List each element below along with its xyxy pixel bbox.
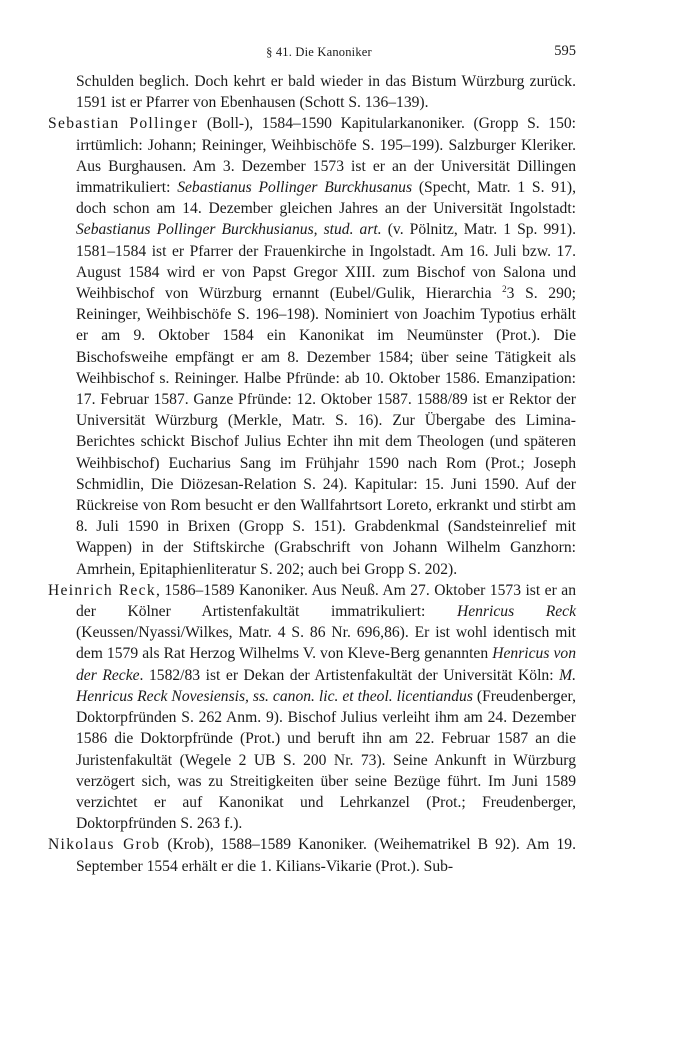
page-number: 595	[554, 43, 576, 59]
italic-quote: Henricus von der Recke	[76, 645, 576, 684]
entry-text: 3 S. 290; Reininger, Weihbischöfe S. 196–198). Nominiert von Joachim Typotius erhält er am 9. Oktober 1584 ein Kanonikat im Neumünster (Prot.). Die Bischofsweihe empfängt er am 8. Dezember 1584; über seine Tätigkeit als Weihbischof s. Reininger. Halbe Pfründe: ab 10. Oktober 1586. Emanzipation: 17. Februar 1587. Ganze Pfründe: 12. Oktober 1587. 1588/89 ist er Rektor der Universität Würzburg (Merkle, Matr. S. 16). Zur Übergabe des Limina-Berichtes schickt Bischof Julius Echter ihn mit dem Theologen (und späteren Weihbischof) Eucharius Sang im Frühjahr 1590 nach Rom (Prot.; Joseph Schmidlin, Die Diözesan-Relation S. 24). Kapitular: 15. Juni 1590. Auf der Rückreise von Rom besucht er den Wallfahrtsort Loreto, erkrankt und stirbt am 8. Juli 1590 in Brixen (Gropp S. 151). Grabdenkmal (Sandsteinrelief mit Wappen) in der Stiftskirche (Grabschrift von Johann Wilhelm Ganzhorn: Amrhein, Epitaphienliteratur S. 202; auch bei Gropp S. 202).	[76, 285, 576, 578]
italic-quote: Sebastianus Pollinger Burckhusianus, stud. art.	[76, 221, 382, 239]
entry-text: . 1582/83 ist er Dekan der Artistenfakultät der Universität Köln:	[139, 666, 560, 684]
entry-text: (v. Pölnitz, Matr. 1 Sp. 991). 1581–1584 ist er Pfarrer der Frauenkirche in Ingolstadt. Am 16. Juli bzw. 17. August 1584 wird er von Papst Gregor XIII. zum Bischof von Salona und Weihbischof von Würzburg ernannt (Eubel/Gulik, Hierarchia	[76, 221, 576, 303]
entry-paragraph	[48, 834, 576, 876]
continuation-paragraph	[48, 71, 576, 113]
edition-superscript: 2	[502, 283, 507, 294]
entry-text: (Keussen/Nyassi/Wilkes, Matr. 4 S. 86 Nr. 696,86). Er ist wohl identisch mit dem 1579 als Rat Herzog Wilhelms V. von Kleve-Berg genannten	[76, 624, 576, 663]
italic-quote: M. Henricus Reck Novesiensis, ss. canon. lic. et theol. licentiandus	[76, 666, 576, 705]
entry-text: , 1586–1589 Kanoniker. Aus Neuß. Am 27. Oktober 1573 ist er an der Kölner Artistenfakultät immatrikuliert:	[76, 581, 576, 621]
running-title: § 41. Die Kanoniker	[266, 45, 372, 59]
entry-text: (Boll-), 1584–1590 Kapitularkanoniker. (Gropp S. 150: irrtümlich: Johann; Reininger, Weihbischöfe S. 195–199). Salzburger Kleriker. Aus Burghausen. Am 3. Dezember 1573 ist er an der Universität Dillingen immatrikuliert:	[76, 115, 576, 197]
entry-paragraph	[48, 113, 576, 579]
entry-paragraph	[48, 580, 576, 834]
entry-name: Nikolaus Grob	[48, 836, 161, 854]
entry-name: Sebastian Pollinger	[48, 115, 199, 133]
entry-text: (Specht, Matr. 1 S. 91), doch schon am 14. Dezember gleichen Jahres an der Universität Ingolstadt:	[76, 179, 576, 218]
italic-quote: Henricus Reck	[456, 603, 577, 621]
entry-text: Schulden beglich. Doch kehrt er bald wieder in das Bistum Würzburg zurück. 1591 ist er Pfarrer von Ebenhausen (Schott S. 136–139).	[76, 73, 576, 112]
entry-text: (Freudenberger, Doktorpfründen S. 262 Anm. 9). Bischof Julius verleiht ihm am 24. Dezember 1586 die Doktorpfründe (Prot.) und beruft ihn am 22. Februar 1587 an die Juristenfakultät (Wegele 2 UB S. 200 Nr. 73). Seine Ankunft in Würzburg verzögert sich, was zu Streitigkeiten über seine Bezüge führt. Im Juni 1589 verzichtet er auf Kanonikat und Lehrkanzel (Prot.; Freudenberger, Doktorpfründen S. 263 f.).	[76, 687, 576, 833]
page-header	[62, 43, 576, 63]
document-body	[48, 71, 576, 877]
entry-name: Heinrich Reck	[48, 581, 156, 599]
entry-text: (Krob), 1588–1589 Kanoniker. (Weihematrikel B 92). Am 19. September 1554 erhält er die 1. Kilians-Vikarie (Prot.). Sub-	[76, 836, 577, 875]
italic-quote: Sebastianus Pollinger Burckhusanus	[177, 179, 413, 197]
